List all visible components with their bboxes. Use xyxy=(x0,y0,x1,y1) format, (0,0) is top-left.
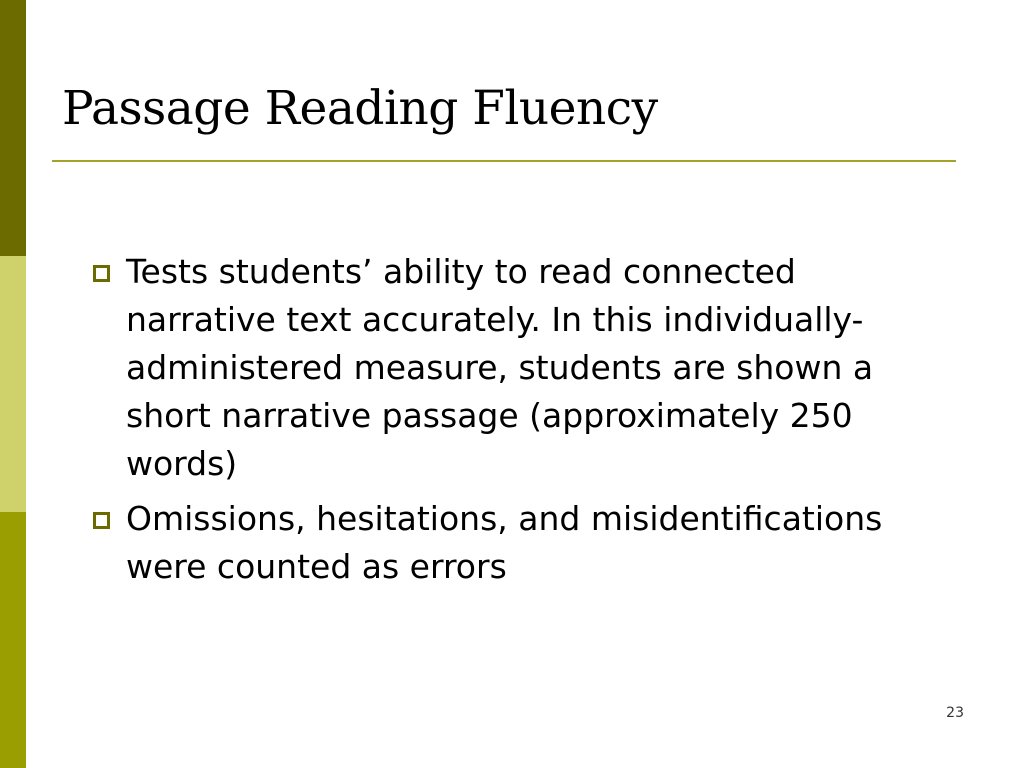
bullet-item xyxy=(88,248,938,488)
title-underline-rule xyxy=(52,160,956,162)
sidebar-segment-dark xyxy=(0,0,26,256)
hollow-square-bullet-icon xyxy=(93,512,110,529)
sidebar-segment-light xyxy=(0,256,26,512)
bullet-text: Omissions, hesitations, and misidentifications were counted as errors xyxy=(126,499,883,586)
bullet-item xyxy=(88,495,938,591)
sidebar-segment-mid xyxy=(0,512,26,768)
slide-title: Passage Reading Fluency xyxy=(62,81,658,136)
slide-number: 23 xyxy=(946,705,964,721)
hollow-square-bullet-icon xyxy=(93,265,110,282)
bullet-text: Tests students’ ability to read connected narrative text accurately. In this individually-administered measure, students are shown a short narrative passage (approximately 250 words) xyxy=(126,252,874,483)
bullet-list xyxy=(88,248,938,598)
